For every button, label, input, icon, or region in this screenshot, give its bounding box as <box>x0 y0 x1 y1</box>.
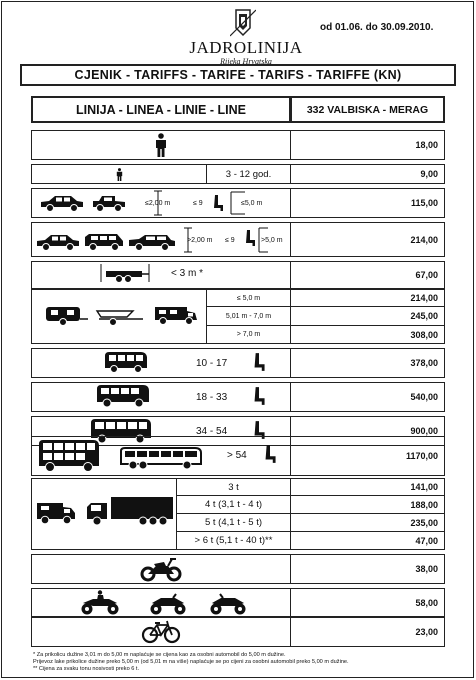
price-car-trailer: 67,00 <box>290 261 445 289</box>
tariff-banner: CJENIK - TARIFFS - TARIFE - TARIFS - TARIFFE (KN) <box>20 64 456 86</box>
validity-period: od 01.06. do 30.09.2010. <box>320 22 434 33</box>
seat-icon <box>252 386 266 406</box>
footnotes <box>33 652 453 673</box>
car-length-limit: ≤5,0 m <box>241 200 263 207</box>
footnote-2: Prijevoz lake prikolice dužine preko 5,00 m (od 5,01 m na više) naplaćuje se po cijeni za osobni automobil preko 5,00 m dužine. <box>33 659 349 665</box>
adult-person-icon <box>153 133 169 157</box>
price-bicycle: 23,00 <box>290 616 445 647</box>
price-motorcycle: 38,00 <box>290 554 445 584</box>
logo-emblem-icon <box>230 8 256 38</box>
camper-icon <box>153 304 199 326</box>
quad-with-rider-icon <box>79 590 121 616</box>
price-trailer-3: 308,00 <box>290 325 445 344</box>
price-small-bus: 540,00 <box>290 382 445 412</box>
price-adult: 18,00 <box>290 130 445 160</box>
larger-car-length: >5,0 m <box>261 237 283 244</box>
car-height-limit: ≤2,00 m <box>145 200 171 207</box>
seat-icon <box>263 444 277 464</box>
row-bicycle-desc <box>31 616 291 647</box>
double-decker-bus-icon <box>37 438 101 474</box>
line-header: LINIJA - LINEA - LINIE - LINE <box>31 96 291 123</box>
quad-icon <box>149 592 187 616</box>
trailer-length-2: 5,01 m - 7,0 m <box>206 306 291 326</box>
motorcycle-icon <box>140 556 182 582</box>
route-header: 332 VALBISKA - MERAG <box>290 96 445 123</box>
spacer <box>31 400 291 401</box>
company-location: Rijeka Hrvatska <box>220 57 272 66</box>
price-trailer-2: 245,00 <box>290 306 445 326</box>
station-wagon-icon <box>127 232 177 252</box>
caravan-icon <box>43 305 89 327</box>
company-name: JADROLINIJA <box>189 38 303 57</box>
minibus-seats: 10 - 17 <box>196 358 228 369</box>
trailer-length-3: > 7,0 m <box>206 325 291 344</box>
footnote-3: ** Cijena za svaku tonu nosivosti preko 6 t. <box>33 666 140 672</box>
row-adult-desc <box>31 130 291 160</box>
large-bus-seats: > 54 <box>227 450 247 461</box>
larger-car-height: >2,00 m <box>187 237 213 244</box>
price-trailer-1: 214,00 <box>290 289 445 307</box>
van-icon <box>83 232 125 252</box>
truck-icon <box>85 495 175 527</box>
small-bus-icon <box>95 383 151 409</box>
seat-icon <box>212 194 224 212</box>
row-child-icon-cell <box>31 164 207 184</box>
bicycle-icon <box>141 620 181 644</box>
price-truck-4: 47,00 <box>290 531 445 550</box>
car-trailer-length: < 3 m * <box>171 268 203 279</box>
coach-bus-icon <box>119 446 203 470</box>
delivery-van-icon <box>35 499 77 525</box>
trailer-length-1: ≤ 5,0 m <box>206 289 291 307</box>
price-quad: 58,00 <box>290 588 445 618</box>
price-truck-3: 235,00 <box>290 513 445 532</box>
small-bus-seats: 18 - 33 <box>196 392 228 403</box>
footnote-1: * Za prikolicu dužine 3,01 m do 5,00 m naplaćuje se cijena kao za osobni automobil do 5,00 m dužine. <box>33 652 286 658</box>
larger-car-seats: ≤ 9 <box>225 237 235 244</box>
quad-icon <box>209 592 247 616</box>
child-person-icon <box>115 168 124 181</box>
car-icon <box>35 232 81 252</box>
minibus-icon <box>103 350 149 374</box>
seat-icon <box>252 352 266 372</box>
row-motorcycle-desc <box>31 554 291 584</box>
seat-icon <box>244 229 256 247</box>
bus-seats: 34 - 54 <box>196 426 228 437</box>
price-truck-1: 141,00 <box>290 478 445 496</box>
child-age-range: 3 - 12 god. <box>206 164 291 184</box>
price-larger-car: 214,00 <box>290 222 445 257</box>
price-minibus: 378,00 <box>290 348 445 378</box>
truck-weight-3: 5 t (4,1 t - 5 t) <box>176 513 291 532</box>
tariff-table <box>31 96 445 647</box>
boat-trailer-icon <box>93 305 145 327</box>
truck-weight-4: > 6 t (5,1 t - 40 t)** <box>176 531 291 550</box>
price-large-bus: 1170,00 <box>290 436 445 476</box>
jadrolinija-logo <box>176 8 316 68</box>
price-truck-2: 188,00 <box>290 495 445 514</box>
car-trailer-icon <box>97 262 153 284</box>
car-icon <box>39 193 85 213</box>
truck-weight-2: 4 t (3,1 t - 4 t) <box>176 495 291 514</box>
price-child: 9,00 <box>290 164 445 184</box>
price-car: 115,00 <box>290 188 445 218</box>
row-car-trailer-desc <box>31 261 291 289</box>
jeep-icon <box>91 193 127 213</box>
car-seat-limit: ≤ 9 <box>193 200 203 207</box>
price-bus: 900,00 <box>290 416 445 446</box>
truck-weight-1: 3 t <box>176 478 291 496</box>
